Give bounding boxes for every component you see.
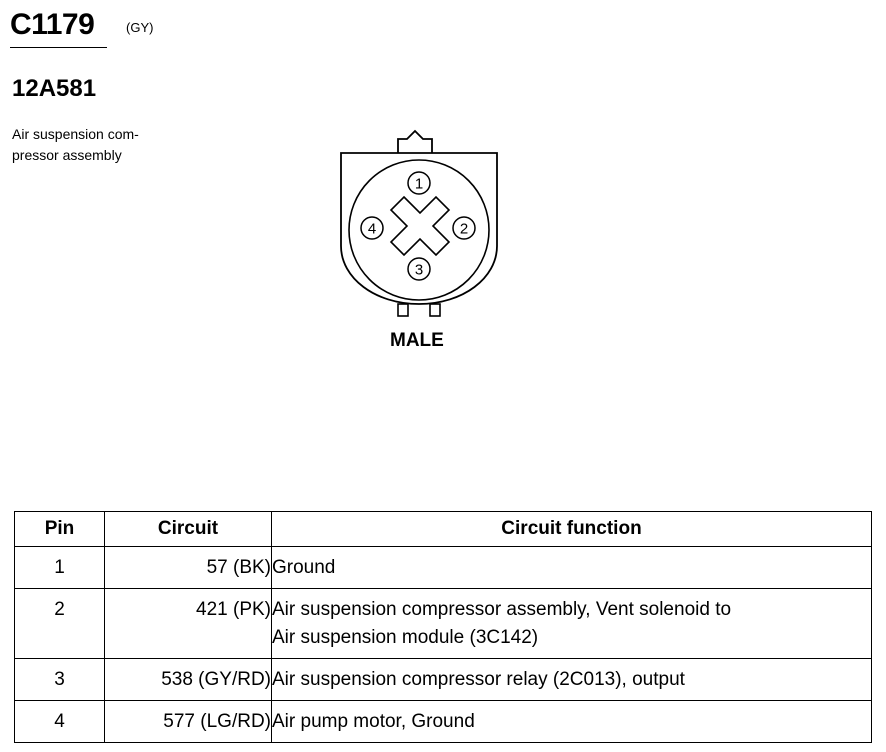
- table-row: [15, 547, 872, 589]
- pin-number: 4: [15, 701, 105, 743]
- part-number: 12A581: [12, 75, 97, 102]
- circuit-function: [272, 589, 872, 659]
- table-row: [15, 659, 872, 701]
- header-circuit: Circuit: [105, 512, 272, 547]
- circuit-function-line: Air pump motor, Ground: [272, 711, 475, 732]
- pin-1-marker: [408, 172, 430, 194]
- circuit-function: [272, 701, 872, 743]
- connector-face-diagram: [335, 128, 505, 320]
- circuit-number: 421 (PK): [105, 589, 272, 659]
- component-description: [12, 124, 182, 166]
- pinout-table: [14, 511, 872, 743]
- circuit-number: 577 (LG/RD): [105, 701, 272, 743]
- pin-number: 1: [15, 547, 105, 589]
- circuit-number: 57 (BK): [105, 547, 272, 589]
- pin-2-label: 2: [459, 220, 469, 238]
- connector-gender-label: MALE: [390, 330, 444, 351]
- pin-4-marker: [361, 217, 383, 239]
- pin-number: 2: [15, 589, 105, 659]
- connector-latch: [398, 131, 432, 153]
- description-line: Air suspension com-: [12, 126, 139, 142]
- connector-id: C1179: [10, 8, 95, 41]
- pin-number: 3: [15, 659, 105, 701]
- connector-color: (GY): [126, 20, 154, 35]
- circuit-function-line: Air suspension compressor assembly, Vent solenoid to: [272, 599, 732, 620]
- circuit-number: 538 (GY/RD): [105, 659, 272, 701]
- header-pin: Pin: [15, 512, 105, 547]
- pin-4-label: 4: [367, 220, 377, 238]
- circuit-function-line: Air suspension module (3C142): [272, 627, 539, 648]
- pin-3-label: 3: [414, 261, 424, 279]
- circuit-function-line: Air suspension compressor relay (2C013), output: [272, 669, 685, 690]
- circuit-function: [272, 547, 872, 589]
- pin-1-label: 1: [414, 175, 424, 193]
- circuit-function: [272, 659, 872, 701]
- connector-center-key: [391, 197, 449, 255]
- header-circuit-function: Circuit function: [272, 512, 872, 547]
- description-line: pressor assembly: [12, 147, 122, 163]
- connector-bottom-tab-left: [398, 304, 408, 316]
- table-row: [15, 701, 872, 743]
- circuit-function-line: Ground: [272, 557, 336, 578]
- connector-bottom-tab-right: [430, 304, 440, 316]
- table-row: [15, 589, 872, 659]
- pin-2-marker: [453, 217, 475, 239]
- pin-3-marker: [408, 258, 430, 280]
- connector-id-underline: [10, 47, 107, 48]
- table-header-row: [15, 512, 872, 547]
